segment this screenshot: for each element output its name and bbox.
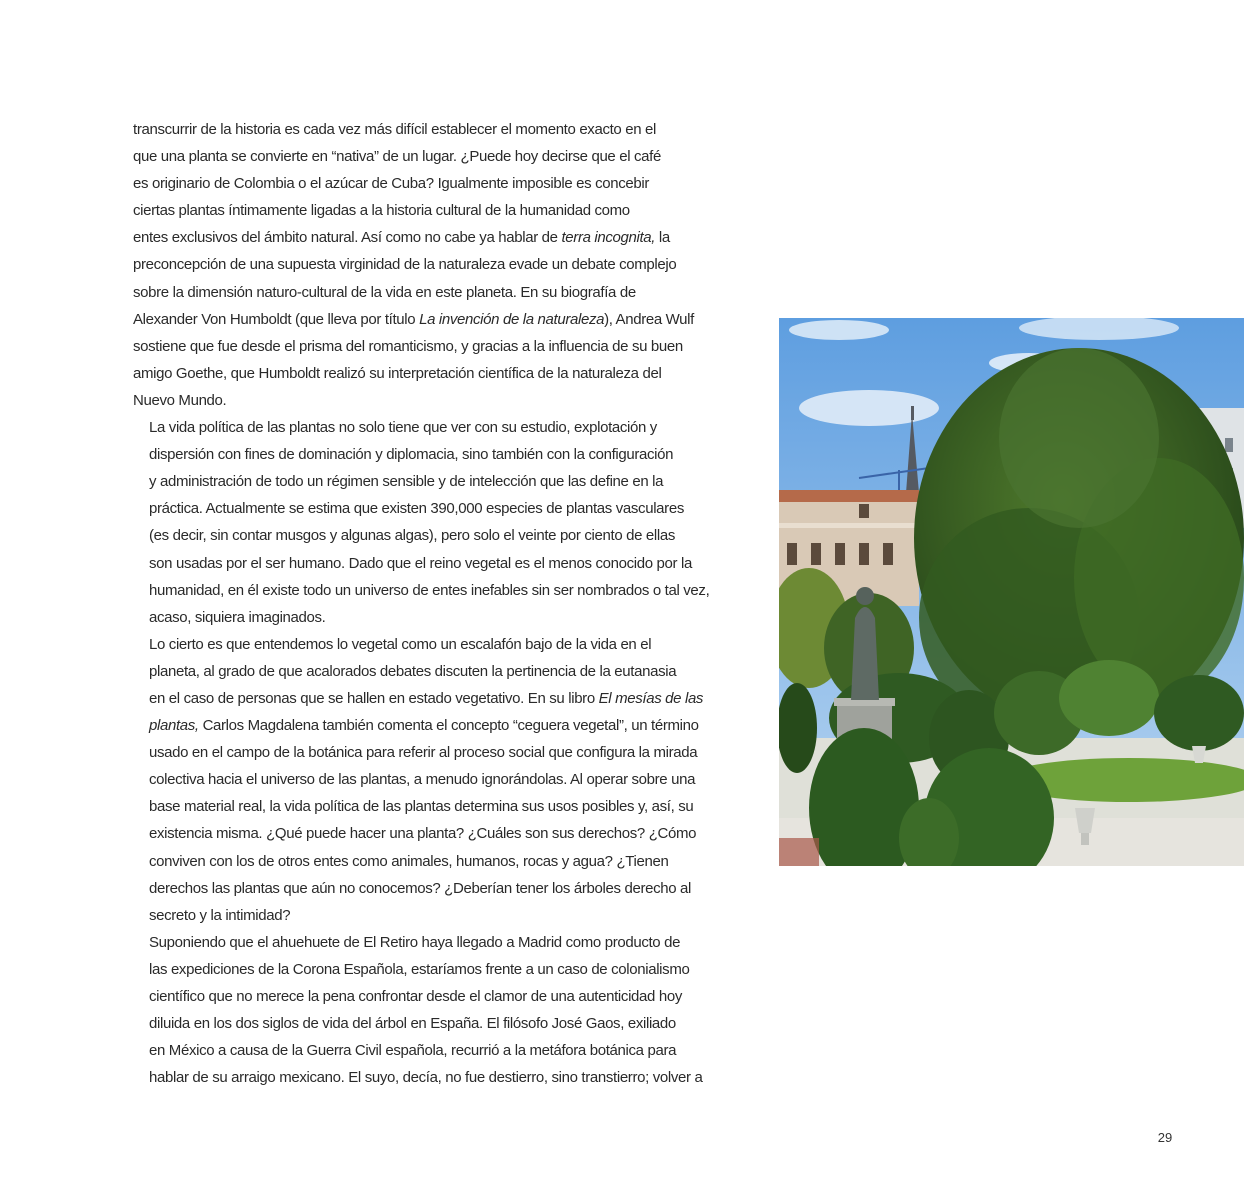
text-segment: en el caso de personas que se hallen en estado vegetativo. En su libro: [149, 689, 599, 707]
text-line: [133, 306, 733, 333]
text-line: [133, 820, 733, 847]
text-line: [133, 577, 733, 604]
text-segment: Alexander Von Humboldt (que lleva por título: [133, 310, 420, 328]
text-line: [133, 414, 733, 441]
text-segment: sobre la dimensión naturo-cultural de la vida en este planeta. En su biografía de: [133, 283, 636, 301]
text-line: [133, 712, 733, 739]
text-segment: y administración de todo un régimen sensible y de intelección que las define en la: [149, 473, 664, 491]
text-line: [133, 902, 733, 929]
italic-text-segment: La invención de la naturaleza: [419, 310, 605, 328]
text-line: [133, 387, 733, 414]
text-segment: conviven con los de otros entes como animales, humanos, rocas y agua? ¿Tienen: [149, 852, 669, 870]
text-segment: amigo Goethe, que Humboldt realizó su interpretación científica de la naturaleza del: [133, 364, 662, 382]
text-line: [133, 1064, 733, 1091]
text-segment: las expediciones de la Corona Española, estaríamos frente a un caso de colonialismo: [149, 960, 690, 978]
text-segment: secreto y la intimidad?: [149, 906, 291, 924]
paragraph: [133, 631, 733, 929]
italic-text-segment: El mesías de las: [598, 689, 704, 707]
text-line: [133, 522, 733, 549]
text-line: [133, 766, 733, 793]
text-line: [133, 658, 733, 685]
text-line: [133, 1010, 733, 1037]
text-line: [133, 550, 733, 577]
text-segment: dispersión con fines de dominación y diplomacia, sino también con la configuración: [149, 446, 674, 464]
text-segment: la: [655, 229, 670, 247]
text-segment: derechos las plantas que aún no conocemos? ¿Deberían tener los árboles derecho al: [149, 879, 692, 897]
text-segment: Suponiendo que el ahuehuete de El Retiro haya llegado a Madrid como producto de: [149, 933, 681, 951]
text-segment: diluida en los dos siglos de vida del árbol en España. El filósofo José Gaos, exiliado: [149, 1015, 676, 1033]
text-line: [133, 360, 733, 387]
text-line: [133, 793, 733, 820]
text-segment: acaso, siquiera imaginados.: [149, 608, 326, 626]
text-segment: entes exclusivos del ámbito natural. Así como no cabe ya hablar de: [133, 229, 562, 247]
text-segment: La vida política de las plantas no solo tiene que ver con su estudio, explotación y: [149, 419, 657, 437]
text-segment: son usadas por el ser humano. Dado que el reino vegetal es el menos conocido por la: [149, 554, 692, 572]
text-line: [133, 875, 733, 902]
text-segment: Nuevo Mundo.: [133, 391, 227, 409]
text-segment: usado en el campo de la botánica para referir al proceso social que configura la mirada: [149, 744, 698, 762]
text-line: [133, 685, 733, 712]
text-segment: científico que no merece la pena confrontar desde el clamor de una autenticidad hoy: [149, 988, 682, 1005]
text-segment: que una planta se convierte en “nativa” de un lugar. ¿Puede hoy decirse que el café: [133, 148, 661, 166]
text-line: [133, 116, 733, 143]
text-segment: Lo cierto es que entendemos lo vegetal como un escalafón bajo de la vida en el: [149, 635, 652, 653]
text-segment: Carlos Magdalena también comenta el concepto “ceguera vegetal”, un término: [198, 717, 699, 735]
text-line: [133, 956, 733, 983]
text-segment: ), Andrea Wulf: [604, 310, 694, 328]
text-segment: humanidad, en él existe todo un universo de entes inefables sin ser nombrados o tal vez,: [149, 581, 710, 599]
paragraph: [133, 929, 733, 1092]
text-segment: sostiene que fue desde el prisma del romanticismo, y gracias a la influencia de su buen: [133, 337, 683, 355]
text-line: [133, 143, 733, 170]
garden-photo-image: [779, 318, 1244, 866]
text-line: [133, 441, 733, 468]
text-segment: planeta, al grado de que acalorados debates discuten la pertinencia de la eutanasia: [149, 662, 677, 680]
body-text-column: [133, 116, 733, 1091]
italic-text-segment: plantas,: [149, 717, 199, 735]
text-line: [133, 631, 733, 658]
paragraph: [133, 116, 733, 414]
text-segment: en México a causa de la Guerra Civil española, recurrió a la metáfora botánica para: [149, 1042, 677, 1060]
text-line: [133, 495, 733, 522]
italic-text-segment: terra incognita,: [561, 229, 656, 247]
text-segment: existencia misma. ¿Qué puede hacer una planta? ¿Cuáles son sus derechos? ¿Cómo: [149, 825, 697, 843]
text-line: [133, 604, 733, 631]
text-line: [133, 983, 733, 1010]
text-segment: práctica. Actualmente se estima que existen 390,000 especies de plantas vasculares: [149, 500, 684, 518]
text-line: [133, 251, 733, 278]
text-segment: hablar de su arraigo mexicano. El suyo, decía, no fue destierro, sino transtierro; volver a: [149, 1069, 703, 1087]
page-number: 29: [1157, 1130, 1173, 1145]
text-line: [133, 1037, 733, 1064]
paragraph: [133, 414, 733, 631]
text-line: [133, 333, 733, 360]
text-line: [133, 739, 733, 766]
text-segment: ciertas plantas íntimamente ligadas a la historia cultural de la humanidad como: [133, 202, 630, 220]
text-segment: transcurrir de la historia es cada vez más difícil establecer el momento exacto en el: [133, 121, 657, 138]
text-segment: (es decir, sin contar musgos y algunas algas), pero solo el veinte por ciento de ellas: [149, 527, 676, 545]
text-line: [133, 224, 733, 251]
text-segment: base material real, la vida política de las plantas determina sus usos posibles y, así, su: [149, 798, 694, 816]
text-segment: preconcepción de una supuesta virginidad de la naturaleza evade un debate complejo: [133, 256, 677, 274]
text-line: [133, 929, 733, 956]
text-segment: es originario de Colombia o el azúcar de Cuba? Igualmente imposible es concebir: [133, 175, 649, 193]
text-segment: colectiva hacia el universo de las plantas, a menudo ignorándolas. Al operar sobre una: [149, 771, 696, 789]
text-line: [133, 848, 733, 875]
text-line: [133, 197, 733, 224]
text-line: [133, 468, 733, 495]
text-line: [133, 170, 733, 197]
text-line: [133, 279, 733, 306]
